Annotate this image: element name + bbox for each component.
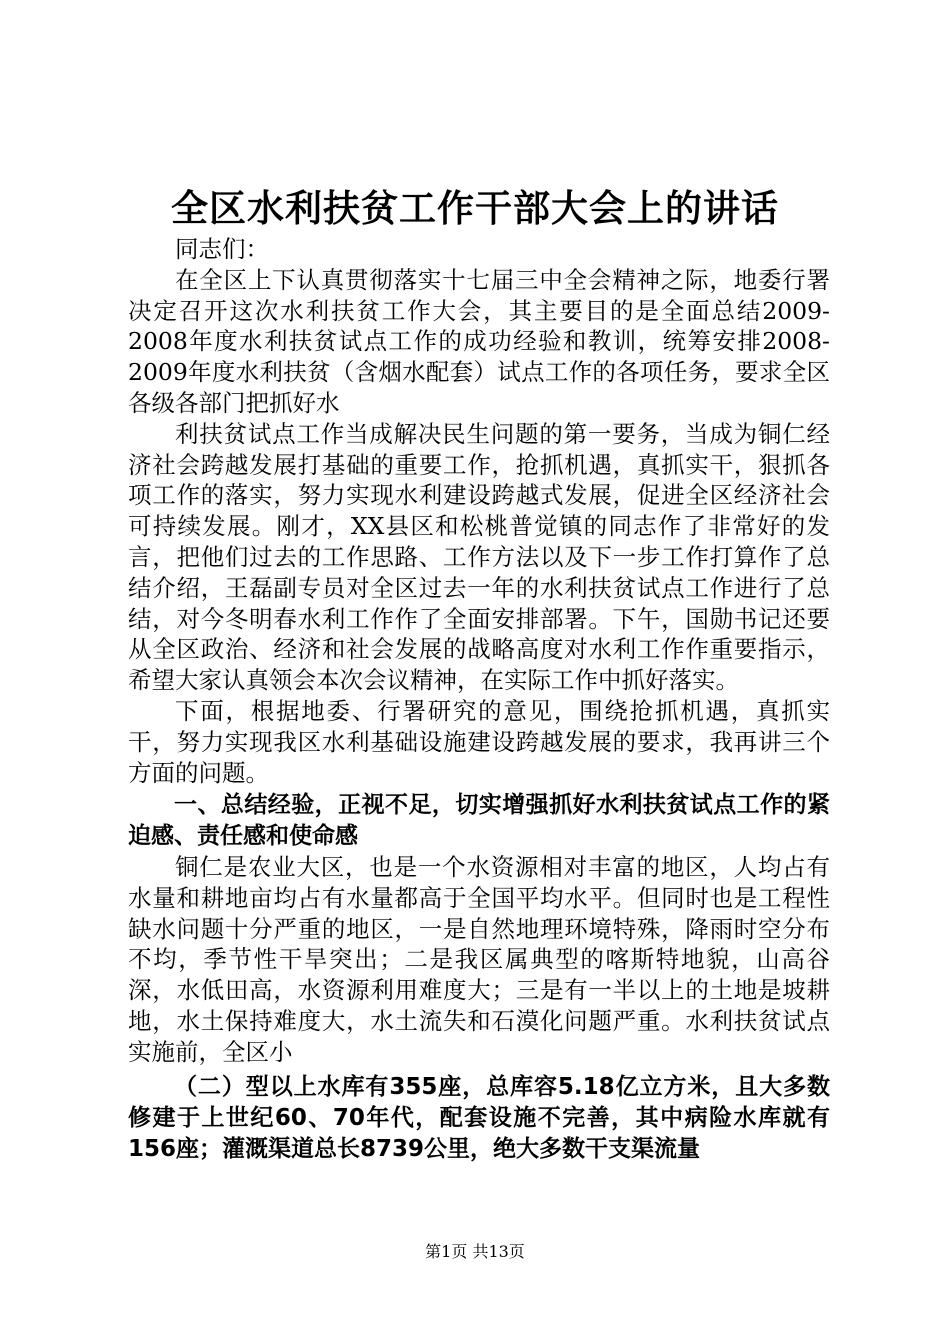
body-paragraph: 下面，根据地委、行署研究的意见，围绕抢抓机遇，真抓实干，努力实现我区水利基础设施建设跨越发展的要求，我再讲三个方面的问题。: [128, 696, 830, 787]
subsection-paragraph: （二）型以上水库有355座，总库容5.18亿立方米，且大多数修建于上世纪60、70年代，配套设施不完善，其中病险水库就有156座；灌溉渠道总长8739公里，绝大多数干支渠流量: [128, 1073, 830, 1162]
document-title: 全区水利扶贫工作干部大会上的讲话: [171, 186, 779, 230]
section-heading: 一、总结经验，正视不足，切实增强抓好水利扶贫试点工作的紧迫感、责任感和使命感: [128, 792, 830, 850]
document-body: [128, 234, 830, 1165]
salutation: 同志们：: [175, 235, 269, 263]
body-paragraph: 铜仁是农业大区，也是一个水资源相对丰富的地区，人均占有水量和耕地亩均占有水量都高于全国平均水平。但同时也是工程性缺水问题十分严重的地区，一是自然地理环境特殊，降雨时空分布不均，季节性干旱突出；二是我区属典型的喀斯特地貌，山高谷深，水低田高，水资源利用难度大；三是有一半以上的土地是坡耕地，水土保持难度大，水土流失和石漠化问题严重。水利扶贫试点实施前，全区小: [128, 852, 830, 1066]
page-footer: 第1页 共13页: [425, 1242, 525, 1261]
body-paragraph: 在全区上下认真贯彻落实十七届三中全会精神之际，地委行署决定召开这次水利扶贫工作大会，其主要目的是全面总结2009-2008年度水利扶贫试点工作的成功经验和教训，统筹安排2008-2009年度水利扶贫（含烟水配套）试点工作的各项任务，要求全区各级各部门把抓好水: [128, 265, 830, 417]
body-paragraph: 利扶贫试点工作当成解决民生问题的第一要务，当成为铜仁经济社会跨越发展打基础的重要工作，抢抓机遇，真抓实干，狠抓各项工作的落实，努力实现水利建设跨越式发展，促进全区经济社会可持续发展。刚才，XX县区和松桃普觉镇的同志作了非常好的发言，把他们过去的工作思路、工作方法以及下一步工作打算作了总结介绍，王磊副专员对全区过去一年的水利扶贫试点工作进行了总结，对今冬明春水利工作作了全面安排部署。下午，国勋书记还要从全区政治、经济和社会发展的战略高度对水利工作作重要指示，希望大家认真领会本次会议精神，在实际工作中抓好落实。: [128, 419, 830, 695]
